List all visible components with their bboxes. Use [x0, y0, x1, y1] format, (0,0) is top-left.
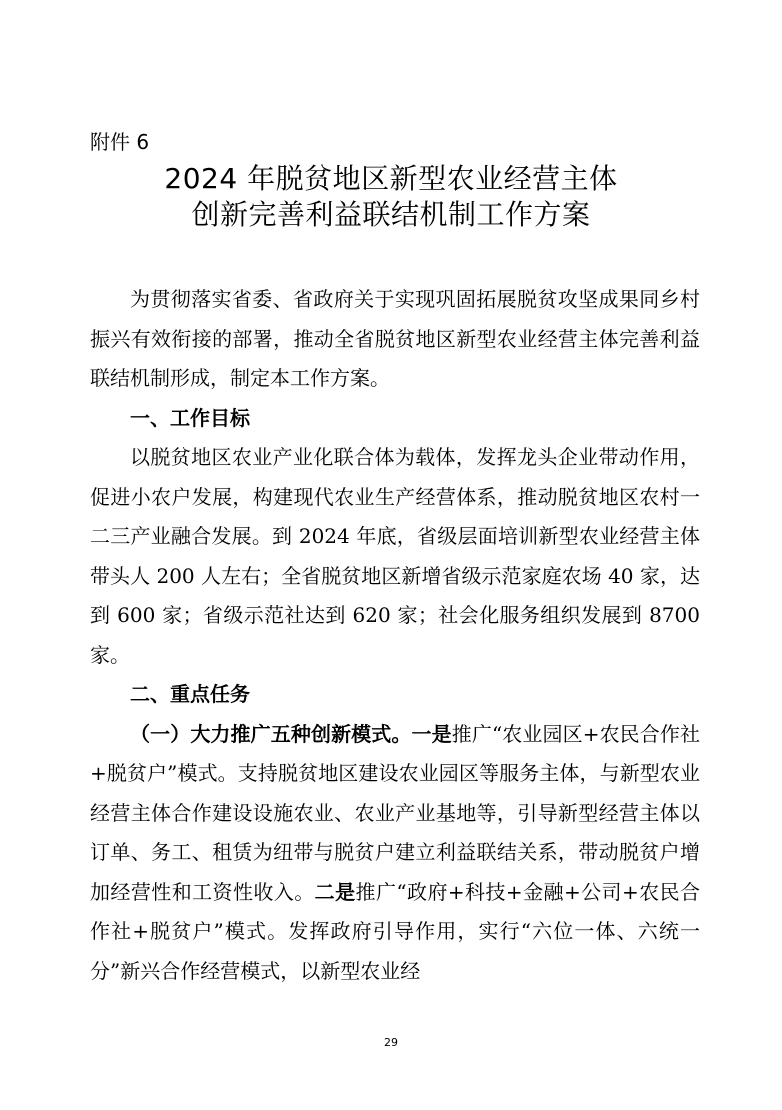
task-1-point-1-text: 推广“农业园区+农民合作社+脱贫户”模式。支持脱贫地区建设农业园区等服务主体，与新型农业经营主体合作建设设施农业、农业产业基地等，引导新型经营主体以订单、务工、租赁为纽带与脱贫户建立利益联结关系，带动脱贫户增加经营性和工资性收入。 — [90, 721, 701, 904]
task-1-point-2-label: 二是 — [314, 879, 356, 904]
page-number: 29 — [384, 1036, 398, 1049]
task-1-point-1-label: 一是 — [411, 721, 452, 746]
intro-paragraph: 为贯彻落实省委、省政府关于实现巩固拓展脱贫攻坚成果同乡村振兴有效衔接的部署，推动全省脱贫地区新型农业经营主体完善利益联结机制形成，制定本工作方案。 — [90, 287, 700, 390]
document-title-line-1: 2024 年脱贫地区新型农业经营主体 — [164, 162, 618, 195]
section-1-paragraph: 以脱贫地区农业产业化联合体为载体，发挥龙头企业带动作用，促进小农户发展，构建现代农业生产经营体系，推动脱贫地区农村一二三产业融合发展。到 2024 年底，省级层面培训新型农业经营主体带头人 200 人左右；全省脱贫地区新增省级示范家庭农场 40 家，达到 600 家；省级示范社达到 620 家；社会化服务组织发展到 8700 家。 — [90, 445, 700, 667]
section-1-heading: 一、工作目标 — [130, 405, 250, 430]
task-1-paragraph — [90, 715, 700, 992]
task-1-heading: （一）大力推广五种创新模式。 — [130, 721, 412, 746]
document-body — [90, 280, 700, 991]
task-1-point-2-text: 推广“政府+科技+金融+公司+农民合作社+脱贫户”模式。发挥政府引导作用，实行“六位一体、六统一分”新兴合作经营模式，以新型农业经 — [90, 879, 701, 983]
section-2-heading: 二、重点任务 — [130, 682, 250, 706]
attachment-label: 附件 6 — [90, 130, 150, 154]
document-title-line-2: 创新完善利益联结机制工作方案 — [191, 198, 591, 231]
